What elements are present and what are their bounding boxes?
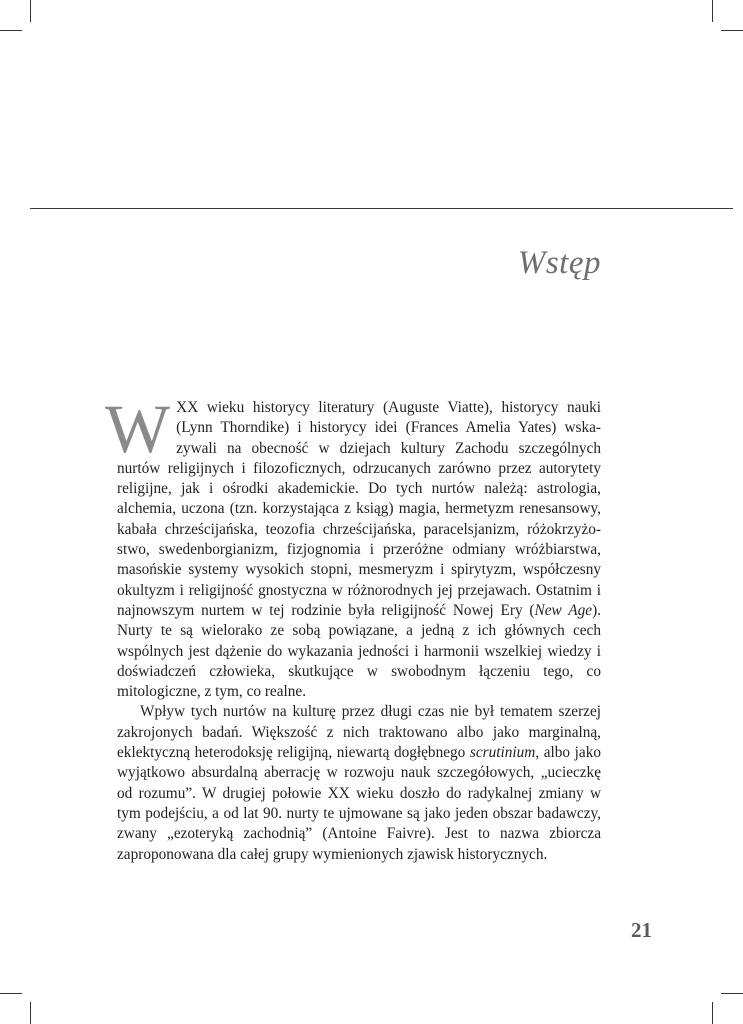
paragraph-1-text-end: ). Nurty te są wielorako ze sobą powiązane, a jedną z ich głównych cech wspólnych jest dążenie do wykazania jedności i harmonii wszelkiej wiedzy i doświadczeń człowieka, skutkujące w swobodnym łączeniu tego, co mitologiczne, z tym, co realne.	[117, 601, 601, 701]
crop-mark-bottom-right-vertical	[712, 1002, 713, 1024]
header-rule	[30, 208, 733, 209]
paragraph-1	[105, 391, 601, 702]
paragraph-1-italic: New Age	[534, 601, 593, 619]
drop-cap: W	[105, 391, 171, 467]
body-text	[105, 391, 601, 865]
paragraph-1-text-start: XX wieku historycy literatury (Auguste Viatte), historycy nauki (Lynn Thorndike) i historycy idei (Frances Amelia Yates) wskazywali na obecność w dziejach kultury Zachodu szczególnych nurtów religijnych i filozoficznych, odrzucanych zarówno przez autorytety religijne, jak i ośrodki akademickie. Do tych nurtów należą: astrologia, alchemia, uczona (tzn. korzystająca z ksiąg) magia, hermetyzm renesansowy, kabała chrześcijańska, teozofia chrześcijańska, paracelsjanizm, różokrzyżostwo, swedenborgianizm, fizjognomia i przeróżne odmiany wróżbiarstwa, masońskie systemy wysokich stopni, mesmeryzm i spirytyzm, współczesny okultyzm i religijność gnostyczna w różnorodnych jej przejawach. Ostatnim i najnowszym nurtem w tej rodzinie była religijność Nowej Ery (	[117, 399, 601, 619]
crop-mark-top-right-horizontal	[721, 30, 743, 31]
crop-mark-bottom-left-horizontal	[0, 993, 22, 994]
crop-mark-top-left-horizontal	[0, 30, 22, 31]
crop-mark-top-left-vertical	[30, 0, 31, 22]
paragraph-2	[117, 702, 601, 864]
paragraph-2-text-start: Wpływ tych nurtów na kulturę przez długi czas nie był tematem szerzej zakrojonych badań. Większość z nich traktowano albo jako marginalną, eklektyczną heterodoksję religijną, niewartą dogłębnego	[117, 703, 601, 762]
paragraph-2-italic: scrutinium	[469, 744, 536, 762]
chapter-title: Wstęp	[517, 245, 601, 281]
crop-mark-top-right-vertical	[712, 0, 713, 22]
page-number: 21	[631, 918, 652, 942]
paragraph-2-text-end: , albo jako wyjątkowo absurdalną aberrację w rozwoju nauk szczegółowych, „ucieczkę od rozumu”. W drugiej połowie XX wieku doszło do radykalnej zmiany w tym podejściu, a od lat 90. nurty te ujmowane są jako jeden obszar badawczy, zwany „ezoteryką zachodnią” (Antoine Faivre). Jest to nazwa zbiorcza zaproponowana dla całej grupy wymienionych zjawisk historycznych.	[117, 744, 601, 863]
crop-mark-bottom-left-vertical	[30, 1002, 31, 1024]
crop-mark-bottom-right-horizontal	[721, 993, 743, 994]
